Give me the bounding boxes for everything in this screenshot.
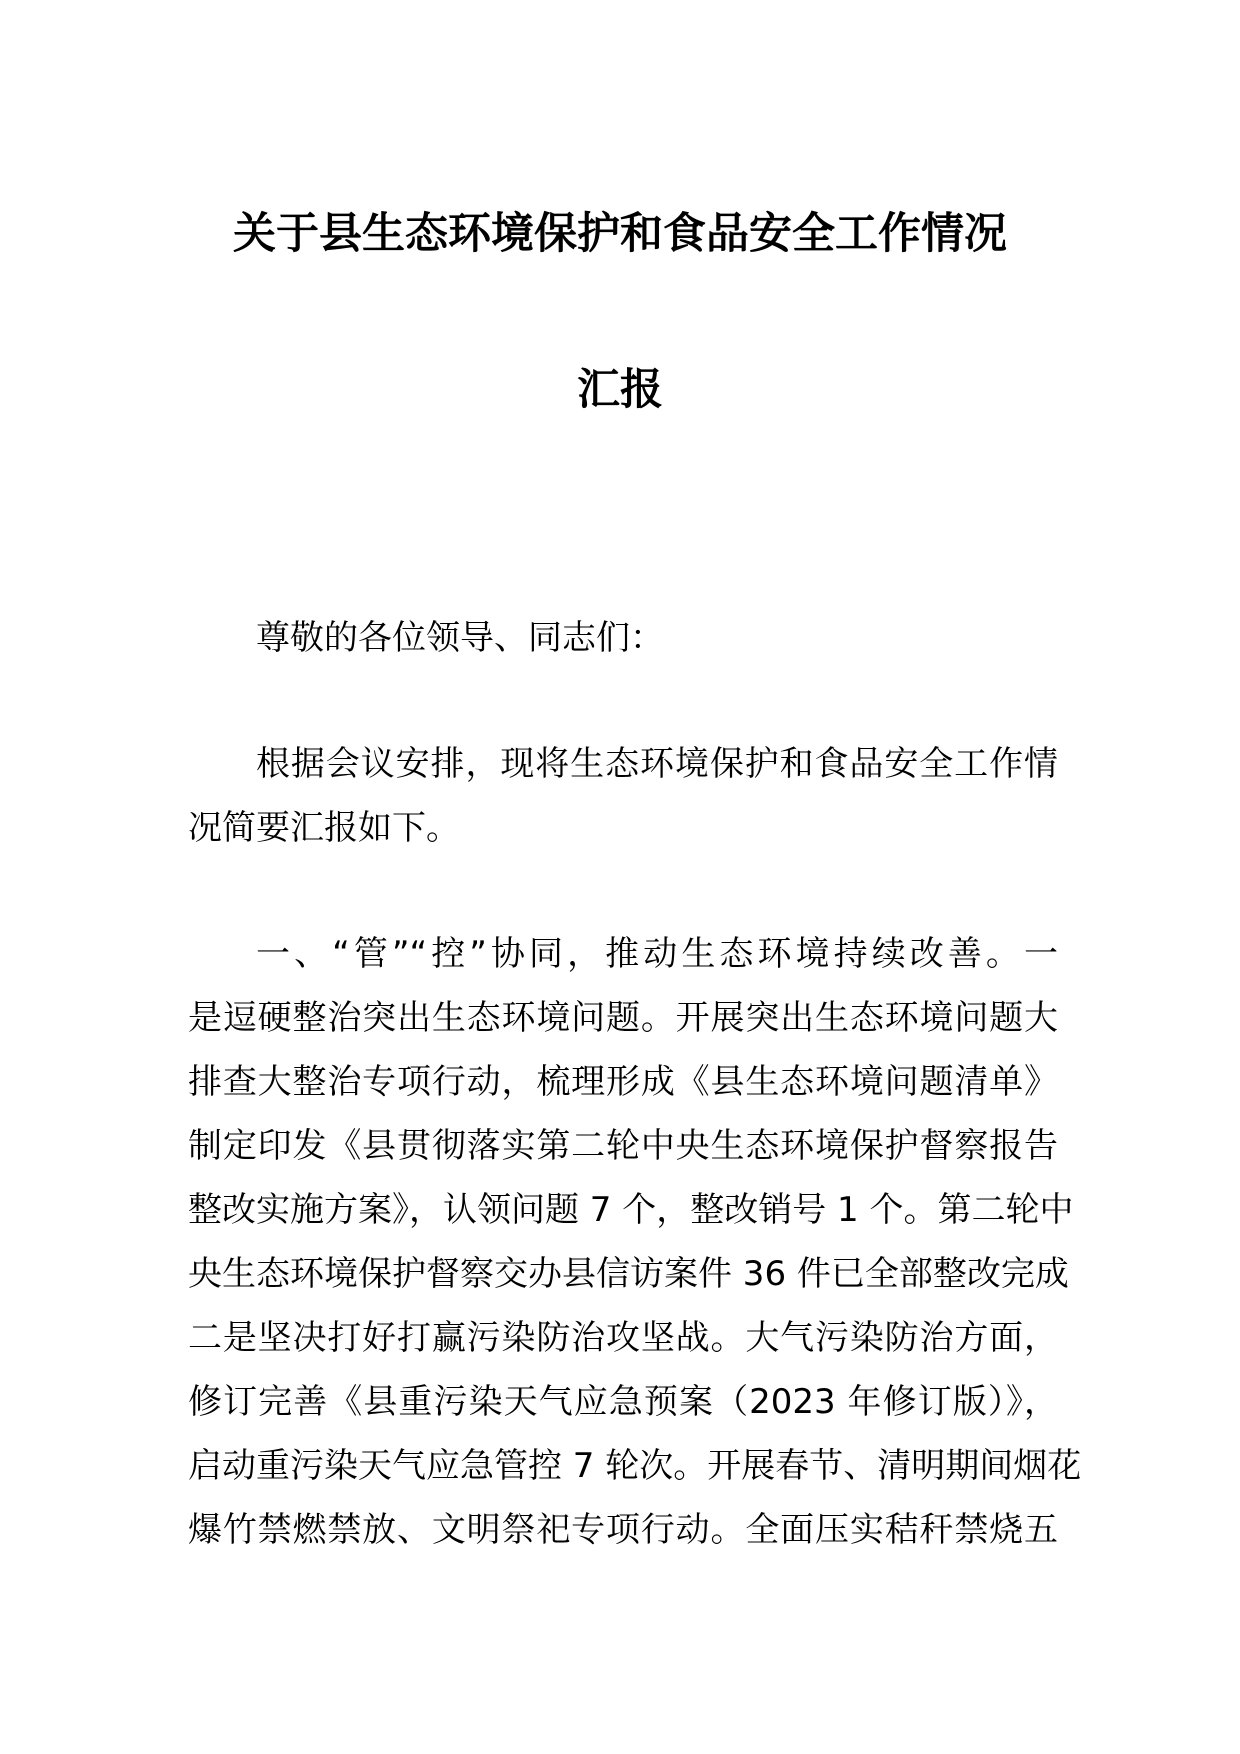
section1-line: 修订完善《县重污染天气应急预案（2023 年修订版）》， [188,1382,1058,1422]
section1-line: 一、“管”“控”协同，推动生态环境持续改善。一 [256,934,1058,974]
document-title-line-2: 汇报 [577,365,663,415]
section1-line: 整改实施方案》，认领问题 7 个，整改销号 1 个。第二轮中 [188,1190,1074,1230]
section1-line: 二是坚决打好打赢污染防治攻坚战。大气污染防治方面， [188,1318,1058,1358]
section1-line: 启动重污染天气应急管控 7 轮次。开展春节、清明期间烟花 [188,1446,1082,1486]
section1-line: 排查大整治专项行动，梳理形成《县生态环境问题清单》 [188,1062,1058,1102]
intro-line: 况简要汇报如下。 [188,808,460,848]
section1-line: 是逗硬整治突出生态环境问题。开展突出生态环境问题大 [188,998,1058,1038]
section1-line: 制定印发《县贯彻落实第二轮中央生态环境保护督察报告 [188,1126,1058,1166]
intro-line: 根据会议安排，现将生态环境保护和食品安全工作情 [256,744,1058,784]
section1-line: 爆竹禁燃禁放、文明祭祀专项行动。全面压实秸秆禁烧五 [188,1510,1058,1550]
section1-line: 央生态环境保护督察交办县信访案件 36 件已全部整改完成 [188,1254,1069,1294]
salutation: 尊敬的各位领导、同志们： [256,618,664,658]
document-title-line-1: 关于县生态环境保护和食品安全工作情况 [233,209,1007,259]
